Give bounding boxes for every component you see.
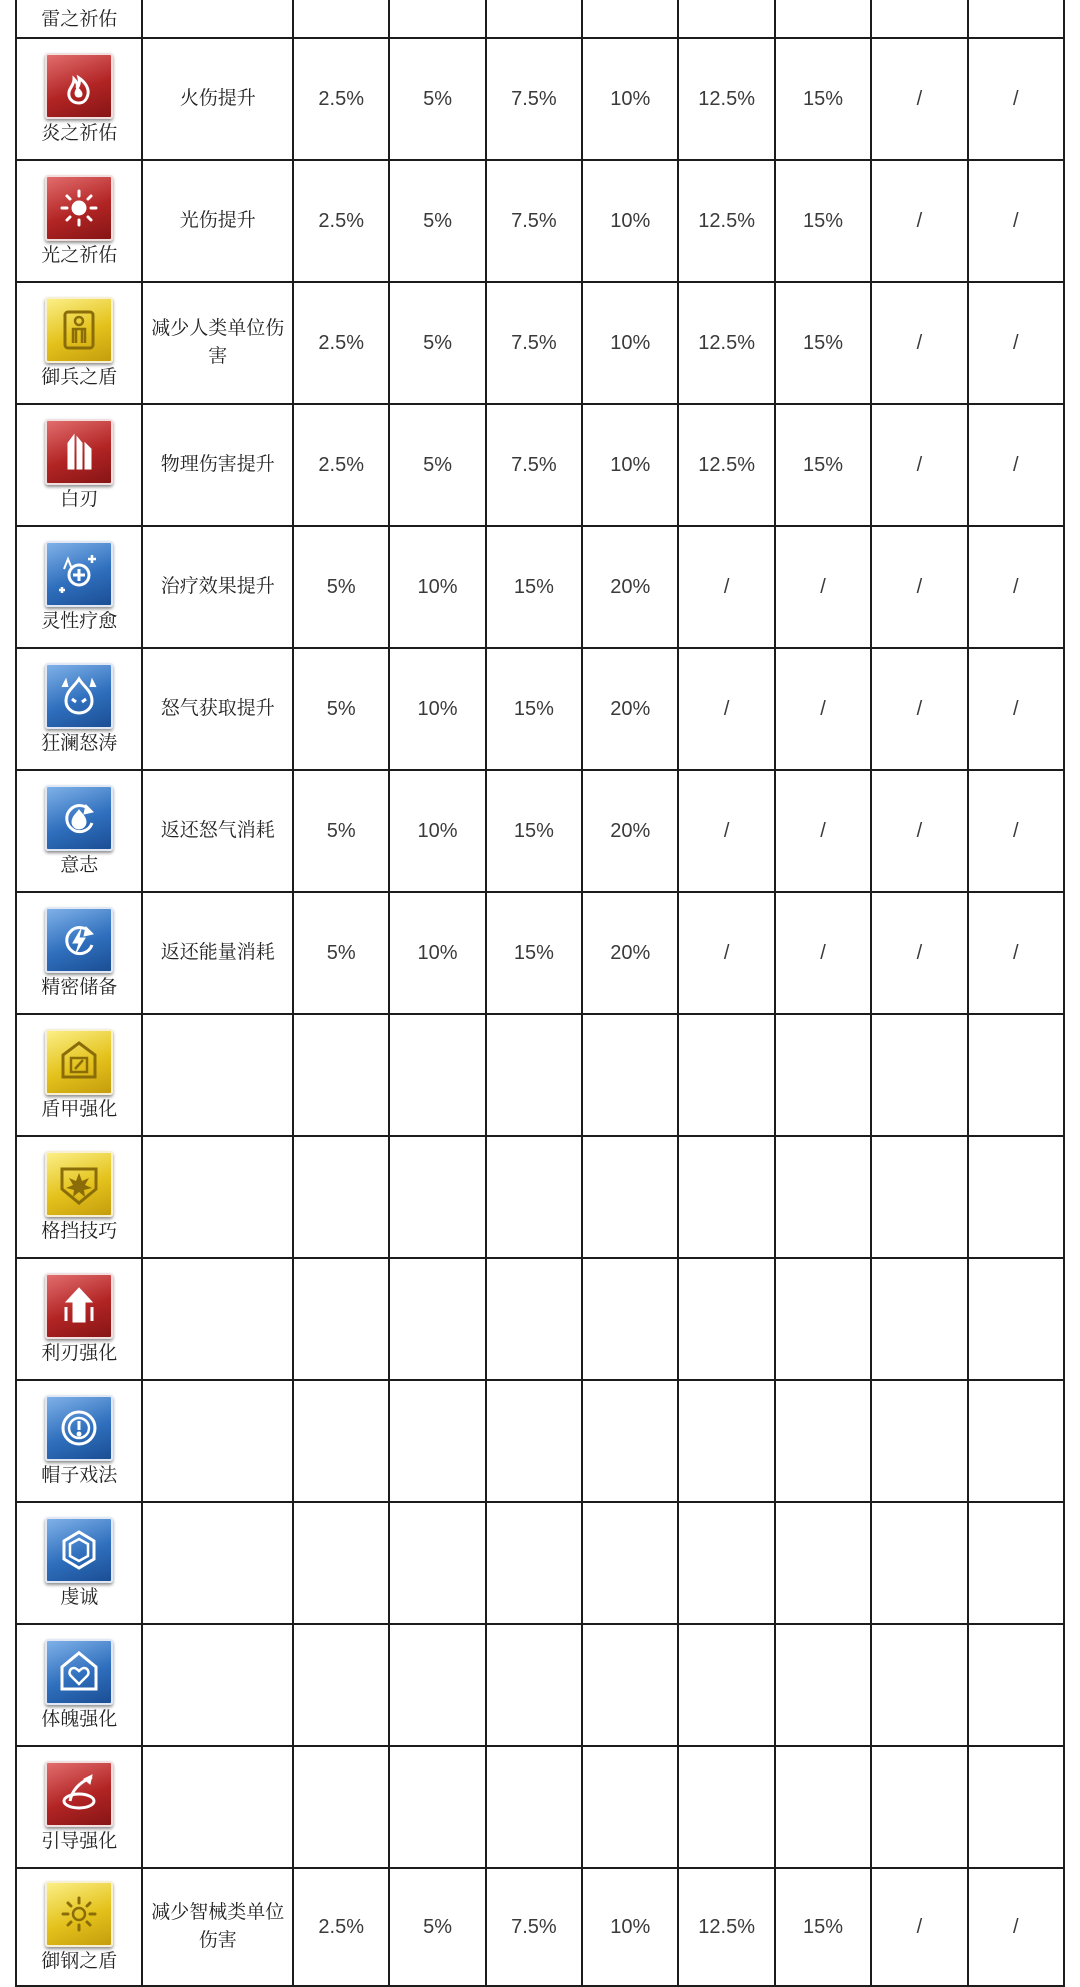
skill-table — [15, 0, 1065, 1987]
table-row — [16, 1258, 1064, 1380]
level-value-6 — [775, 0, 871, 38]
level-value-2: 5% — [389, 404, 485, 526]
skill-cell — [16, 526, 142, 648]
effect-text: 减少人类单位伤害 — [151, 318, 285, 367]
level-value-6: 15% — [775, 1868, 871, 1986]
effect-cell — [142, 1868, 293, 1986]
shield-armor-icon — [45, 1029, 113, 1095]
level-value-3: 15% — [486, 526, 582, 648]
level-value-5 — [678, 1136, 774, 1258]
table-row — [16, 404, 1064, 526]
skill-cell — [16, 770, 142, 892]
skill-cell — [16, 282, 142, 404]
level-value-5: / — [678, 648, 774, 770]
level-value-6 — [775, 1136, 871, 1258]
level-value-8: / — [968, 770, 1064, 892]
skill-name: 体魄强化 — [41, 1709, 118, 1730]
effect-cell — [142, 648, 293, 770]
effect-text: 怒气获取提升 — [160, 698, 275, 719]
level-value-5: / — [678, 526, 774, 648]
level-value-3: 15% — [486, 770, 582, 892]
skill-cell — [16, 648, 142, 770]
table-row — [16, 1624, 1064, 1746]
level-value-5: 12.5% — [678, 38, 774, 160]
level-value-1 — [293, 1746, 389, 1868]
table-row — [16, 892, 1064, 1014]
effect-cell — [142, 404, 293, 526]
level-value-6: / — [775, 770, 871, 892]
effect-text: 减少智械类单位伤害 — [151, 1902, 285, 1951]
level-value-6: 15% — [775, 404, 871, 526]
level-value-3: 7.5% — [486, 282, 582, 404]
effect-cell — [142, 282, 293, 404]
level-value-1: 2.5% — [293, 404, 389, 526]
skill-cell — [16, 38, 142, 160]
level-value-4: 20% — [582, 892, 678, 1014]
level-value-8 — [968, 1014, 1064, 1136]
level-value-1: 5% — [293, 648, 389, 770]
level-value-1: 2.5% — [293, 282, 389, 404]
gear-shield-icon — [45, 1881, 113, 1947]
level-value-7 — [871, 1624, 967, 1746]
level-value-7 — [871, 1380, 967, 1502]
level-value-2: 10% — [389, 526, 485, 648]
level-value-7 — [871, 1746, 967, 1868]
level-value-1 — [293, 1258, 389, 1380]
level-value-4 — [582, 1624, 678, 1746]
level-value-5: / — [678, 892, 774, 1014]
skill-name: 御钢之盾 — [41, 1951, 118, 1972]
skill-cell — [16, 0, 142, 38]
level-value-4 — [582, 1502, 678, 1624]
level-value-7 — [871, 1136, 967, 1258]
skill-name: 利刃强化 — [41, 1343, 118, 1364]
level-value-3 — [486, 1380, 582, 1502]
effect-cell — [142, 892, 293, 1014]
level-value-2 — [389, 0, 485, 38]
level-value-7 — [871, 0, 967, 38]
skill-cell — [16, 1746, 142, 1868]
level-value-2: 10% — [389, 648, 485, 770]
level-value-8 — [968, 1624, 1064, 1746]
level-value-4 — [582, 1380, 678, 1502]
heal-plus-icon — [45, 541, 113, 607]
level-value-8 — [968, 1746, 1064, 1868]
level-value-5 — [678, 1746, 774, 1868]
effect-cell — [142, 770, 293, 892]
table-row — [16, 38, 1064, 160]
level-value-3 — [486, 1258, 582, 1380]
level-value-4 — [582, 1258, 678, 1380]
level-value-5: 12.5% — [678, 160, 774, 282]
level-value-7: / — [871, 282, 967, 404]
effect-text: 返还能量消耗 — [160, 942, 275, 963]
level-value-7: / — [871, 648, 967, 770]
level-value-4: 10% — [582, 160, 678, 282]
level-value-7: / — [871, 770, 967, 892]
level-value-7: / — [871, 526, 967, 648]
effect-text: 治疗效果提升 — [160, 576, 275, 597]
skill-name: 盾甲强化 — [41, 1099, 118, 1120]
skill-cell — [16, 160, 142, 282]
blade-icon — [45, 419, 113, 485]
table-row — [16, 0, 1064, 38]
level-value-4 — [582, 1014, 678, 1136]
will-return-icon — [45, 785, 113, 851]
level-value-7 — [871, 1502, 967, 1624]
level-value-8 — [968, 1136, 1064, 1258]
level-value-8 — [968, 1502, 1064, 1624]
skill-name: 雷之祈佑 — [41, 9, 118, 30]
level-value-3 — [486, 0, 582, 38]
table-row — [16, 1136, 1064, 1258]
level-value-8: / — [968, 38, 1064, 160]
effect-cell — [142, 1136, 293, 1258]
level-value-2: 10% — [389, 892, 485, 1014]
level-value-3: 7.5% — [486, 38, 582, 160]
level-value-1: 2.5% — [293, 38, 389, 160]
level-value-5 — [678, 1014, 774, 1136]
table-row — [16, 648, 1064, 770]
level-value-2 — [389, 1502, 485, 1624]
level-value-7 — [871, 1014, 967, 1136]
level-value-3 — [486, 1502, 582, 1624]
skill-name: 御兵之盾 — [41, 367, 118, 388]
guide-vortex-icon — [45, 1761, 113, 1827]
effect-text: 返还怒气消耗 — [160, 820, 275, 841]
skill-name: 引导强化 — [41, 1831, 118, 1852]
flame-icon — [45, 53, 113, 119]
level-value-6: 15% — [775, 282, 871, 404]
level-value-1: 5% — [293, 892, 389, 1014]
level-value-3: 7.5% — [486, 160, 582, 282]
level-value-2: 5% — [389, 38, 485, 160]
human-shield-icon — [45, 297, 113, 363]
level-value-1 — [293, 1014, 389, 1136]
block-burst-icon — [45, 1151, 113, 1217]
level-value-4: 10% — [582, 1868, 678, 1986]
level-value-3: 15% — [486, 648, 582, 770]
skill-cell — [16, 1014, 142, 1136]
level-value-2: 5% — [389, 282, 485, 404]
energy-bolt-icon — [45, 907, 113, 973]
level-value-2: 10% — [389, 770, 485, 892]
effect-cell — [142, 38, 293, 160]
effect-cell — [142, 1380, 293, 1502]
level-value-8: / — [968, 892, 1064, 1014]
skill-cell — [16, 1136, 142, 1258]
level-value-3: 7.5% — [486, 404, 582, 526]
level-value-8: / — [968, 282, 1064, 404]
level-value-5 — [678, 1380, 774, 1502]
blade-up-arrow-icon — [45, 1273, 113, 1339]
level-value-5: 12.5% — [678, 404, 774, 526]
skill-name: 炎之祈佑 — [41, 123, 118, 144]
alert-circle-icon — [45, 1395, 113, 1461]
level-value-6 — [775, 1624, 871, 1746]
level-value-1: 5% — [293, 526, 389, 648]
level-value-1: 2.5% — [293, 160, 389, 282]
level-value-7 — [871, 1258, 967, 1380]
level-value-6: / — [775, 526, 871, 648]
level-value-4: 20% — [582, 770, 678, 892]
level-value-8: / — [968, 648, 1064, 770]
table-row — [16, 1868, 1064, 1986]
level-value-4 — [582, 1136, 678, 1258]
level-value-6 — [775, 1380, 871, 1502]
level-value-2: 5% — [389, 1868, 485, 1986]
level-value-7: / — [871, 892, 967, 1014]
level-value-8: / — [968, 404, 1064, 526]
level-value-6 — [775, 1014, 871, 1136]
skill-cell — [16, 1258, 142, 1380]
level-value-6: / — [775, 648, 871, 770]
level-value-3: 15% — [486, 892, 582, 1014]
level-value-2 — [389, 1746, 485, 1868]
hexagon-ring-icon — [45, 1517, 113, 1583]
sun-icon — [45, 175, 113, 241]
level-value-5: 12.5% — [678, 282, 774, 404]
table-row — [16, 1014, 1064, 1136]
level-value-1: 5% — [293, 770, 389, 892]
level-value-6 — [775, 1746, 871, 1868]
level-value-4: 20% — [582, 526, 678, 648]
effect-text: 物理伤害提升 — [160, 454, 275, 475]
level-value-1 — [293, 1624, 389, 1746]
level-value-5 — [678, 1502, 774, 1624]
level-value-1 — [293, 1502, 389, 1624]
effect-cell — [142, 1014, 293, 1136]
level-value-3 — [486, 1746, 582, 1868]
skill-name: 格挡技巧 — [41, 1221, 118, 1242]
level-value-1 — [293, 0, 389, 38]
level-value-5 — [678, 0, 774, 38]
skill-cell — [16, 404, 142, 526]
effect-cell — [142, 0, 293, 38]
level-value-7: / — [871, 1868, 967, 1986]
skill-name: 光之祈佑 — [41, 245, 118, 266]
effect-cell — [142, 1502, 293, 1624]
effect-cell — [142, 160, 293, 282]
level-value-6 — [775, 1502, 871, 1624]
table-row — [16, 526, 1064, 648]
level-value-1 — [293, 1136, 389, 1258]
level-value-4: 10% — [582, 38, 678, 160]
level-value-6: 15% — [775, 160, 871, 282]
level-value-5 — [678, 1624, 774, 1746]
level-value-4: 20% — [582, 648, 678, 770]
level-value-6: 15% — [775, 38, 871, 160]
table-row — [16, 1380, 1064, 1502]
skill-name: 帽子戏法 — [41, 1465, 118, 1486]
level-value-2 — [389, 1624, 485, 1746]
level-value-4: 10% — [582, 282, 678, 404]
heart-house-icon — [45, 1639, 113, 1705]
level-value-2 — [389, 1014, 485, 1136]
skill-name: 灵性疗愈 — [41, 611, 118, 632]
effect-cell — [142, 1624, 293, 1746]
table-row — [16, 770, 1064, 892]
level-value-3: 7.5% — [486, 1868, 582, 1986]
level-value-5 — [678, 1258, 774, 1380]
level-value-4: 10% — [582, 404, 678, 526]
skill-cell — [16, 1868, 142, 1986]
level-value-7: / — [871, 160, 967, 282]
level-value-5: 12.5% — [678, 1868, 774, 1986]
skill-cell — [16, 892, 142, 1014]
table-row — [16, 1746, 1064, 1868]
level-value-8: / — [968, 1868, 1064, 1986]
level-value-3 — [486, 1624, 582, 1746]
level-value-3 — [486, 1014, 582, 1136]
level-value-3 — [486, 1136, 582, 1258]
effect-text: 光伤提升 — [179, 210, 256, 231]
skill-name: 狂澜怒涛 — [41, 733, 118, 754]
level-value-2 — [389, 1136, 485, 1258]
table-row — [16, 282, 1064, 404]
rage-wave-icon — [45, 663, 113, 729]
level-value-6: / — [775, 892, 871, 1014]
level-value-4 — [582, 0, 678, 38]
level-value-8 — [968, 1258, 1064, 1380]
level-value-7: / — [871, 404, 967, 526]
skill-name: 精密储备 — [41, 977, 118, 998]
level-value-6 — [775, 1258, 871, 1380]
level-value-5: / — [678, 770, 774, 892]
level-value-8: / — [968, 526, 1064, 648]
level-value-8 — [968, 0, 1064, 38]
level-value-8: / — [968, 160, 1064, 282]
skill-cell — [16, 1624, 142, 1746]
level-value-8 — [968, 1380, 1064, 1502]
level-value-2: 5% — [389, 160, 485, 282]
skill-cell — [16, 1380, 142, 1502]
skill-cell — [16, 1502, 142, 1624]
level-value-1 — [293, 1380, 389, 1502]
level-value-2 — [389, 1258, 485, 1380]
effect-cell — [142, 1258, 293, 1380]
level-value-2 — [389, 1380, 485, 1502]
effect-cell — [142, 526, 293, 648]
skill-name: 虔诚 — [60, 1587, 99, 1608]
skill-name: 意志 — [60, 855, 99, 876]
level-value-4 — [582, 1746, 678, 1868]
level-value-1: 2.5% — [293, 1868, 389, 1986]
effect-text: 火伤提升 — [179, 88, 256, 109]
level-value-7: / — [871, 38, 967, 160]
table-row — [16, 1502, 1064, 1624]
table-row — [16, 160, 1064, 282]
skill-name: 白刃 — [60, 489, 99, 510]
effect-cell — [142, 1746, 293, 1868]
